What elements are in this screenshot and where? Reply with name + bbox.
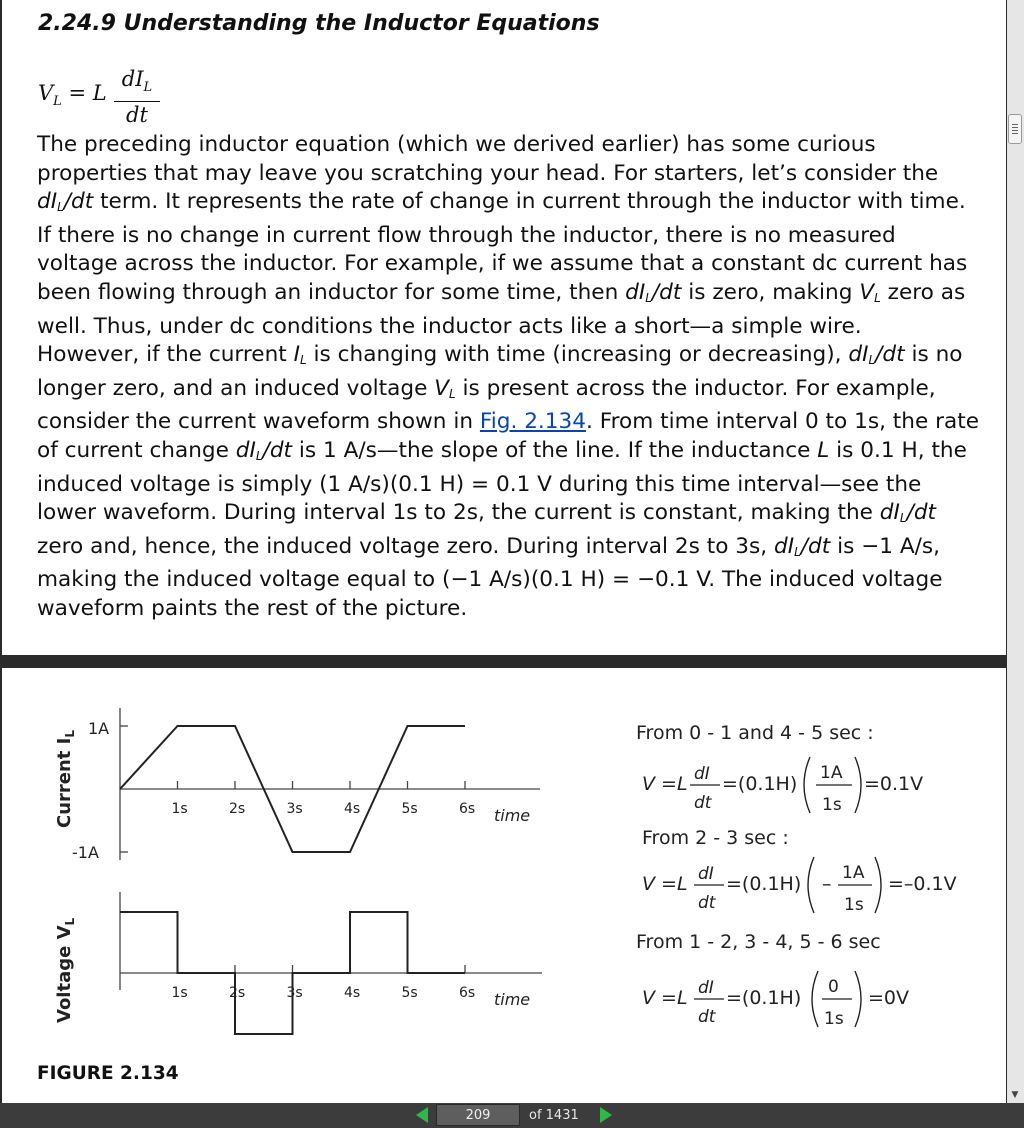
svg-text:dt: dt — [698, 893, 716, 913]
vertical-scrollbar[interactable] — [1007, 0, 1024, 1103]
svg-text:=0.1V: =0.1V — [864, 773, 924, 795]
svg-text:–: – — [822, 873, 832, 895]
current-tick-label: 6s — [459, 801, 476, 817]
svg-text:V =L: V =L — [642, 773, 688, 795]
section-heading: 2.24.9 Understanding the Inductor Equations — [38, 11, 600, 36]
voltage-tick-label: 2s — [229, 985, 246, 1001]
figure-caption: FIGURE 2.134 — [37, 1063, 179, 1084]
svg-text:dI: dI — [694, 764, 710, 784]
svg-text:=0V: =0V — [868, 987, 910, 1009]
svg-text:=(0.1H): =(0.1H) — [726, 987, 802, 1009]
current-tick-label: 3s — [286, 801, 303, 817]
current-tick-label: 1s — [171, 801, 188, 817]
current-xlabel: time — [494, 806, 531, 825]
svg-text:=(0.1H): =(0.1H) — [722, 773, 798, 795]
svg-text:V =L: V =L — [642, 873, 688, 895]
previous-page-arrow-icon[interactable] — [416, 1107, 428, 1123]
voltage-tick-label: 5s — [401, 985, 418, 1001]
scroll-down-arrow-icon[interactable]: ▼ — [1011, 1090, 1019, 1100]
note-equation-1 — [642, 757, 923, 815]
voltage-ylabel: Voltage $V_L$ — [54, 917, 77, 1023]
current-tick-minus1A: -1A — [72, 843, 99, 862]
voltage-tick-label: 4s — [344, 985, 361, 1001]
next-page-arrow-icon[interactable] — [600, 1107, 612, 1123]
voltage-tick-label: 1s — [171, 985, 188, 1001]
note-heading-2: From 2 - 3 sec : — [642, 827, 789, 849]
note-equation-3 — [642, 971, 909, 1029]
svg-text:=–0.1V: =–0.1V — [888, 873, 957, 895]
figure-2-134 — [2, 668, 1006, 1103]
page-total-label: of 1431 — [529, 1108, 579, 1123]
svg-text:dt: dt — [694, 793, 712, 813]
note-heading-3: From 1 - 2, 3 - 4, 5 - 6 sec — [636, 931, 881, 953]
current-ylabel: Current $I_L$ — [54, 729, 77, 828]
note-equation-2 — [642, 857, 957, 915]
current-tick-1A: 1A — [88, 719, 110, 738]
voltage-xlabel: time — [494, 990, 531, 1009]
current-plot — [54, 708, 540, 862]
svg-text:1s: 1s — [844, 895, 864, 915]
svg-text:dI: dI — [698, 978, 714, 998]
current-tick-label: 5s — [401, 801, 418, 817]
svg-text:dt: dt — [698, 1007, 716, 1027]
document-page-top: 2.24.9 Understanding the Inductor Equations $V_L = L$ $dI_L$ dt The preceding inductor equation (which we derived earlier) has some curious properties that may leave you scratching your head. For starters, let’s consider the $dI_L/dt$ term. It represents the rate of change in current through the inductor with time. If there is no change in current flow through the inductor, there is no measured voltage across the inductor. For example, if we assume that a constant dc current has been flowing through an inductor for some time, then $dI_L/dt$ is zero, making $V_L$ zero as well. Thus, under dc conditions the inductor acts like a short—a simple wire. However, if the current $I_L$ is changing with time (increasing or decreasing), $dI_L/dt$ is no longer zero, and an induced voltage $V_L$ is present across the inductor. For example, consider the current waveform shown in Fig. 2.134. From time interval 0 to 1s, the rate of current change $dI_L/dt$ is 1 A/s—the slope of the line. If the inductance L is 0.1 H, the induced voltage is simply (1 A/s)(0.1 H) = 0.1 V during this time interval—see the lower waveform. During interval 1s to 2s, the current is constant, making the $dI_L/dt$ zero and, hence, the induced voltage zero. During interval 2s to 3s, $dI_L/dt$ is −1 A/s, making the induced voltage equal to (−1 A/s)(0.1 H) = −0.1 V. The induced voltage waveform paints the rest of the picture. — [2, 0, 1006, 655]
voltage-tick-label: 3s — [286, 985, 303, 1001]
current-tick-label: 2s — [229, 801, 246, 817]
svg-text:1A: 1A — [842, 863, 865, 883]
page-number-input[interactable] — [436, 1104, 520, 1126]
scrollbar-thumb[interactable] — [1008, 114, 1022, 144]
paragraph-2: However, if the current $I_L$ is changing with time (increasing or decreasing), $dI_L/dt$ is no longer zero, and an induced voltage $V_L$ is present across the inductor. For example, consider the current waveform shown in Fig. 2.134. From time interval 0 to 1s, the rate of current change $dI_L/dt$ is 1 A/s—the slope of the line. If the inductance L is 0.1 H, the induced voltage is simply (1 A/s)(0.1 H) = 0.1 V during this time interval—see the lower waveform. During interval 1s to 2s, the current is constant, making the $dI_L/dt$ zero and, hence, the induced voltage zero. During interval 2s to 3s, $dI_L/dt$ is −1 A/s, making the induced voltage equal to (−1 A/s)(0.1 H) = −0.1 V. The induced voltage waveform paints the rest of the picture. — [37, 342, 979, 621]
body-text — [37, 131, 982, 624]
svg-text:1s: 1s — [824, 1009, 844, 1029]
svg-text:V =L: V =L — [642, 987, 688, 1009]
figure-notes — [636, 722, 957, 1029]
current-tick-label: 4s — [344, 801, 361, 817]
svg-text:0: 0 — [828, 977, 839, 997]
svg-text:1A: 1A — [820, 763, 843, 783]
voltage-tick-label: 6s — [459, 985, 476, 1001]
voltage-plot — [54, 892, 542, 1034]
svg-text:1s: 1s — [822, 795, 842, 815]
document-page-bottom — [2, 668, 1006, 1103]
figure-link[interactable]: Fig. 2.134 — [479, 409, 587, 435]
svg-text:dI: dI — [698, 864, 714, 884]
paragraph-1: The preceding inductor equation (which we derived earlier) has some curious properties that may leave you scratching your head. For starters, let’s consider the $dI_L/dt$ term. It represents the rate of change in current through the inductor with time. If there is no change in current flow through the inductor, there is no measured voltage across the inductor. For example, if we assume that a constant dc current has been flowing through an inductor for some time, then $dI_L/dt$ is zero, making $V_L$ zero as well. Thus, under dc conditions the inductor acts like a short—a simple wire. — [37, 132, 968, 339]
svg-text:=(0.1H): =(0.1H) — [726, 873, 802, 895]
note-heading-1: From 0 - 1 and 4 - 5 sec : — [636, 722, 874, 744]
